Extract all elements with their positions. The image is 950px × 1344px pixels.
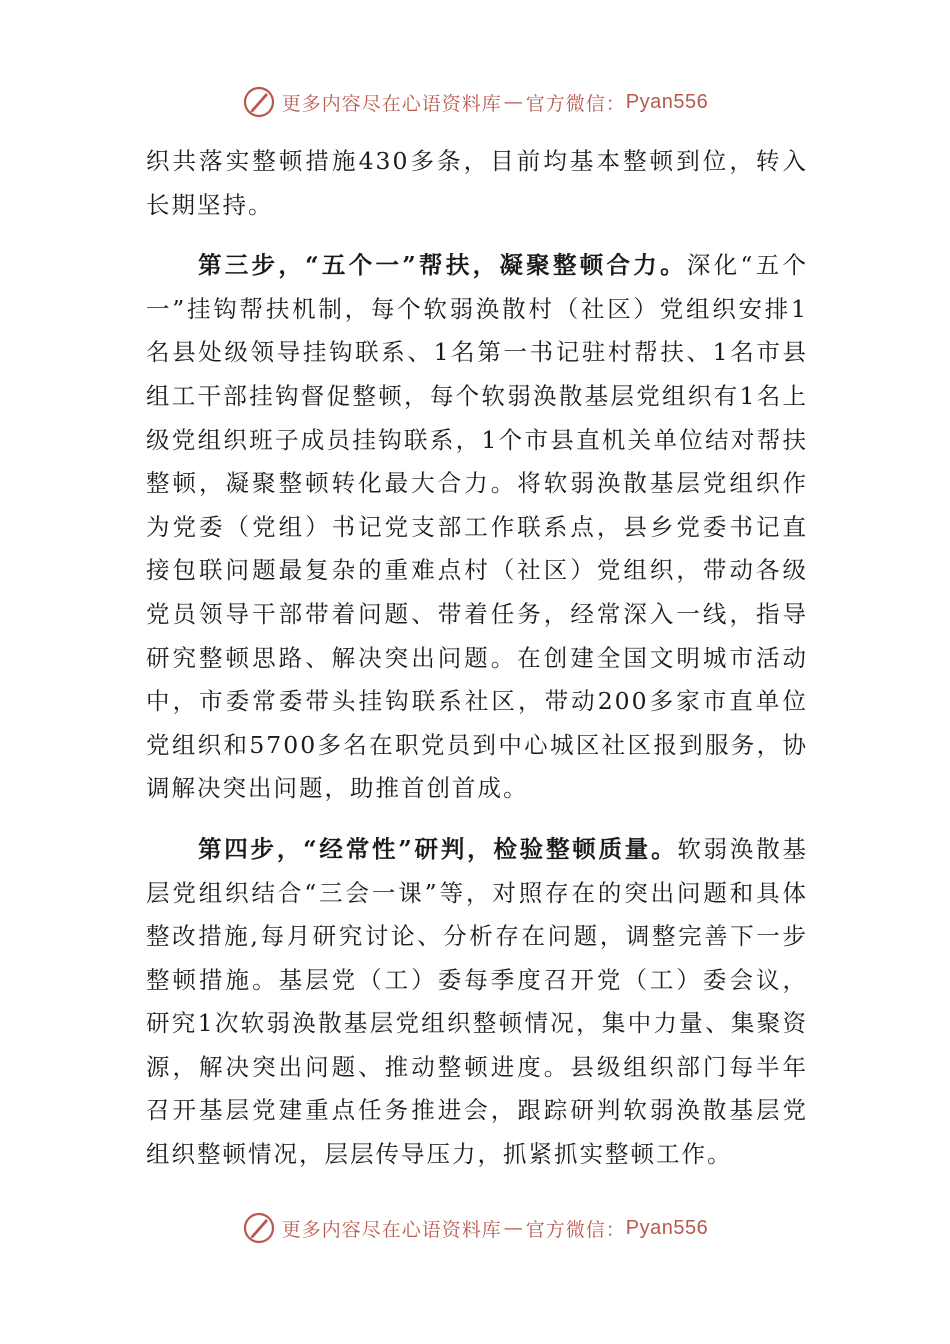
- paragraph-step-three: [146, 244, 808, 811]
- paragraph-heading: 第三步，“五个一”帮扶，凝聚整顿合力。: [198, 251, 687, 280]
- watermark-wechat-label: 官方微信：: [525, 92, 626, 115]
- header-watermark: [0, 82, 950, 122]
- paragraph-continuation: [146, 140, 808, 227]
- paragraph-text: 织共落实整顿措施430多条，目前均基本整顿到位，转入长期坚持。: [146, 147, 808, 219]
- watermark-wechat-label: 官方微信：: [525, 1218, 626, 1241]
- watermark-brand: 更多内容尽在心语资料库: [281, 92, 502, 115]
- paragraph-text: 软弱涣散基层党组织结合“三会一课”等，对照存在的突出问题和具体整改措施,每月研究讨论、分析存在问题，调整完善下一步整顿措施。基层党（工）委每季度召开党（工）委会议，研究1次软弱涣散基层党组织整顿情况，集中力量、集聚资源，解决突出问题、推动整顿进度。县级组织部门每半年召开基层党建重点任务推进会，跟踪研判软弱涣散基层党组织整顿情况，层层传导压力，抓紧抓实整顿工作。: [146, 834, 808, 1169]
- quill-logo-icon: [242, 85, 276, 119]
- watermark-brand: 更多内容尽在心语资料库: [281, 1218, 502, 1241]
- footer-watermark: [0, 1208, 950, 1248]
- paragraph-text: 深化“五个一”挂钩帮扶机制，每个软弱涣散村（社区）党组织安排1名县处级领导挂钩联系、1名第一书记驻村帮扶、1名市县组工干部挂钩督促整顿，每个软弱涣散基层党组织有1名上级党组织班子成员挂钩联系，1个市县直机关单位结对帮扶整顿，凝聚整顿转化最大合力。将软弱涣散基层党组织作为党委（党组）书记党支部工作联系点，县乡党委书记直接包联问题最复杂的重难点村（社区）党组织，带动各级党员领导干部带着问题、带着任务，经常深入一线，指导研究整顿思路、解决突出问题。在创建全国文明城市活动中，市委常委带头挂钩联系社区，带动200多家市直单位党组织和5700多名在职党员到中心城区社区报到服务，协调解决突出问题，助推首创首成。: [146, 251, 808, 803]
- paragraph-heading: 第四步，“经常性”研判，检验整顿质量。: [198, 834, 678, 863]
- quill-logo-icon: [242, 1211, 276, 1245]
- paragraph-step-four: [146, 828, 808, 1177]
- document-body: [146, 140, 808, 1177]
- watermark-wechat-id: Pyan556: [625, 90, 709, 113]
- watermark-wechat-id: Pyan556: [625, 1216, 709, 1239]
- watermark-separator: —: [503, 1217, 524, 1239]
- watermark-separator: —: [503, 91, 524, 113]
